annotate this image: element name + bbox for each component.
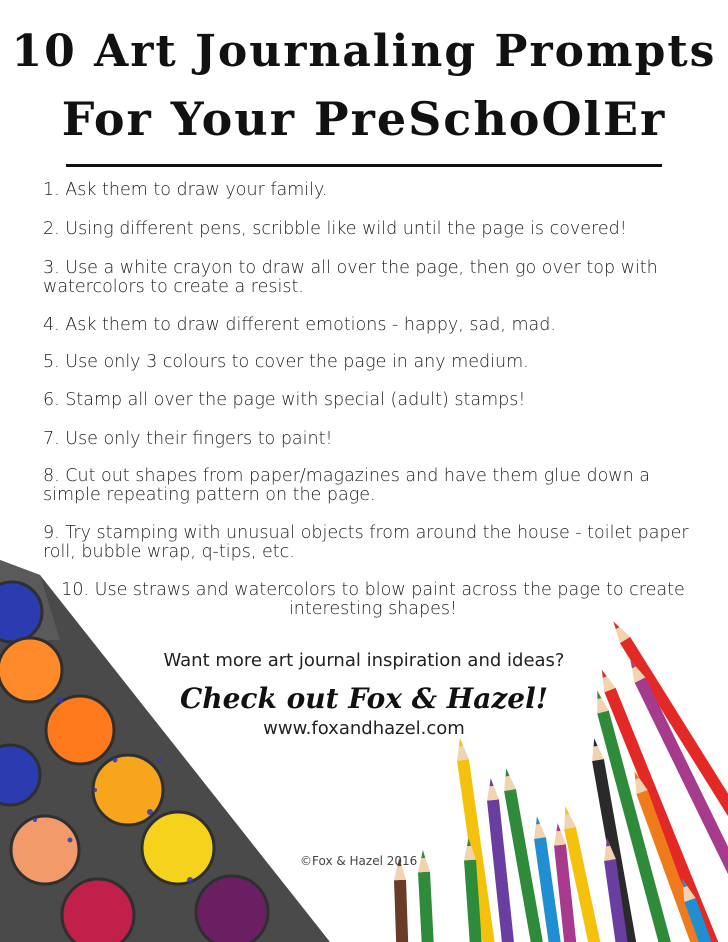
prompt-item-5: 5. Use only 3 colours to cover the page in any medium.	[43, 352, 529, 372]
page-title-line1: 10 Art Journaling Prompts	[11, 26, 717, 77]
prompt-item-2: 2. Using different pens, scribble like wild until the page is covered!	[43, 219, 627, 239]
prompt-item-1: 1. Ask them to draw your family.	[43, 180, 328, 200]
prompt-item-7: 7. Use only their fingers to paint!	[43, 429, 333, 449]
prompt-item-4: 4. Ask them to draw different emotions - happy, sad, mad.	[43, 315, 556, 335]
prompt-item-9: 9. Try stamping with unusual objects from around the house - toilet paper roll, bubble wrap, q-tips, etc.	[43, 523, 689, 562]
prompt-item-3: 3. Use a white crayon to draw all over the page, then go over top with watercolors to create a resist.	[43, 258, 658, 297]
cta-action: Check out Fox & Hazel!	[179, 682, 549, 715]
title-divider	[66, 164, 662, 167]
prompt-item-10: 10. Use straws and watercolors to blow paint across the page to create interesting shapes!	[61, 580, 685, 619]
prompt-item-6: 6. Stamp all over the page with special (adult) stamps!	[43, 390, 526, 410]
cta-question: Want more art journal inspiration and ideas?	[163, 650, 565, 671]
copyright-notice: ©Fox & Hazel 2016	[300, 854, 418, 868]
prompt-item-8: 8. Cut out shapes from paper/magazines and have them glue down a simple repeating pattern on the page.	[43, 466, 650, 505]
website-link[interactable]: www.foxandhazel.com	[263, 718, 465, 739]
page-title-line2: For Your PreSchoOlEr	[61, 92, 667, 146]
